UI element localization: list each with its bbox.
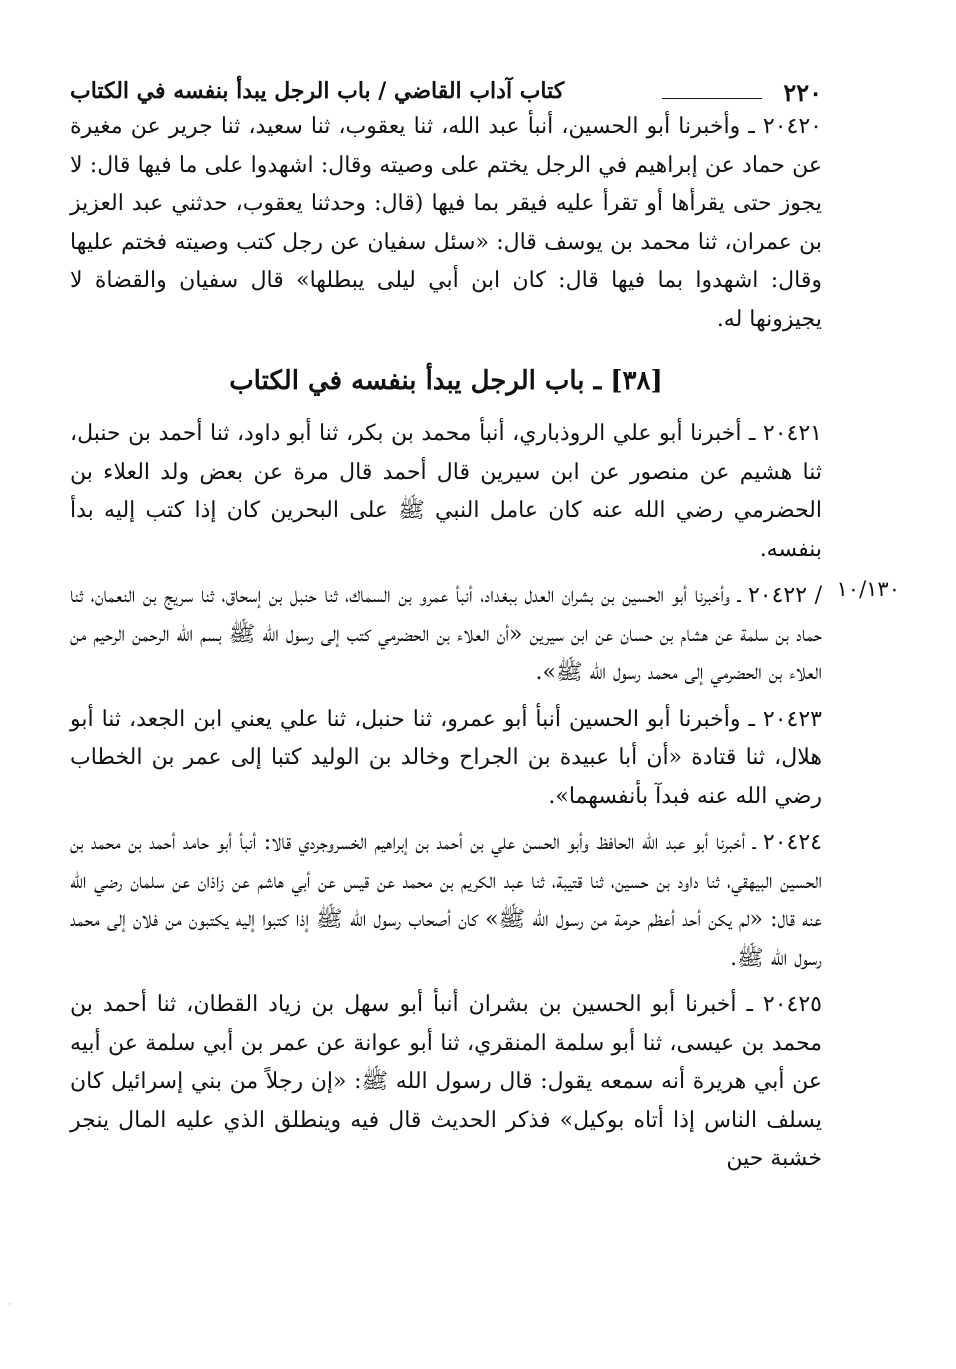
running-title: كتاب آداب القاضي / باب الرجل يبدأ بنفسه في الكتاب: [70, 78, 565, 104]
hadith-20425: ٢٠٤٢٥ ـ أخبرنا أبو الحسين بن بشران أنبأ أبو سهل بن زياد القطان، ثنا أحمد بن محمد بن عيسى، ثنا أبو سلمة المنقري، ثنا أبو عوانة عن عمر بن أبي سلمة عن أبيه عن أبي هريرة أنه سمعه يقول: قال رسول الله ﷺ: «إن رجلاً من بني إسرائيل كان يسلف الناس إذا أتاه بوكيل» فذكر الحديث قال فيه وينطلق الذي عليه المال ينجر خشبة حين: [70, 992, 822, 1171]
page-header: [70, 72, 822, 108]
hadith-20422-block: [70, 577, 900, 693]
page-number: ٢٢٠: [783, 78, 822, 107]
hadith-20421: ٢٠٤٢١ ـ أخبرنا أبو علي الروذباري، أنبأ محمد بن بكر، ثنا أبو داود، ثنا أحمد بن حنبل، ثنا هشيم عن منصور عن ابن سيرين قال أحمد قال مرة عن بعض ولد العلاء بن الحضرمي رضي الله عنه كان عامل النبي ﷺ على البحرين كان إذا كتب إليه بدأ بنفسه.: [70, 421, 822, 562]
hadith-20423: ٢٠٤٢٣ ـ وأخبرنا أبو الحسين أنبأ أبو عمرو، ثنا حنبل، ثنا علي يعني ابن الجعد، ثنا أبو هلال، ثنا قتادة «أن أبا عبيدة بن الجراح وخالد بن الوليد كتبا إلى عمر بن الخطاب رضي الله عنه فبدآ بأنفسهما».: [70, 706, 822, 809]
page: [70, 72, 900, 1179]
margin-volume-page-reference: ١٠/١٣٠: [836, 577, 900, 601]
scan-artifact: ·: [8, 1300, 11, 1310]
hadith-20424: ٢٠٤٢٤ ـ أخبرنا أبو عبد الله الحافظ وأبو الحسن علي بن أحمد بن إبراهيم الخسروجردي قالا: أنبأ أبو حامد أحمد بن محمد بن الحسين البيهقي، ثنا داود بن حسين، ثنا قتيبة، ثنا عبد الكريم بن محمد عن قيس عن أبي هاشم عن زاذان عن سلمان رضي الله عنه قال: «لم يكن أحد أعظم حرمة من رسول الله ﷺ» كان أصحاب رسول الله ﷺ إذا كتبوا إليه يكتبون من فلان إلى محمد رسول الله ﷺ.: [70, 830, 822, 971]
header-rule: [662, 98, 762, 99]
hadith-20422: / ٢٠٤٢٢ ـ وأخبرنا أبو الحسين بن بشران العدل ببغداد، أنبأ عمرو بن السماك، ثنا حنبل بن إسحاق، ثنا سريج بن النعمان، ثنا حماد بن سلمة عن هشام بن حسان عن ابن سيرين «أن العلاء بن الحضرمي كتب إلى رسول الله ﷺ بسم الله الرحمن الرحيم من العلاء بن الحضرمي إلى محمد رسول الله ﷺ».: [70, 583, 823, 685]
hadith-20420: ٢٠٤٢٠ ـ وأخبرنا أبو الحسين، أنبأ عبد الله، ثنا يعقوب، ثنا سعيد، ثنا جرير عن مغيرة عن حماد عن إبراهيم في الرجل يختم على وصيته وقال: اشهدوا على ما فيها قال: لا يجوز حتى يقرأها أو تقرأ عليه فيقر بما فيها (قال: وحدثنا يعقوب، حدثني عبد العزيز بن عمران، ثنا محمد بن يوسف قال: «سئل سفيان عن رجل كتب وصيته فختم عليها وقال: اشهدوا بما فيها قال: كان ابن أبي ليلى يبطلها» قال سفيان والقضاة لا يجيزونها له.: [70, 114, 822, 332]
chapter-heading: [٣٨] ـ باب الرجل يبدأ بنفسه في الكتاب: [229, 366, 663, 396]
